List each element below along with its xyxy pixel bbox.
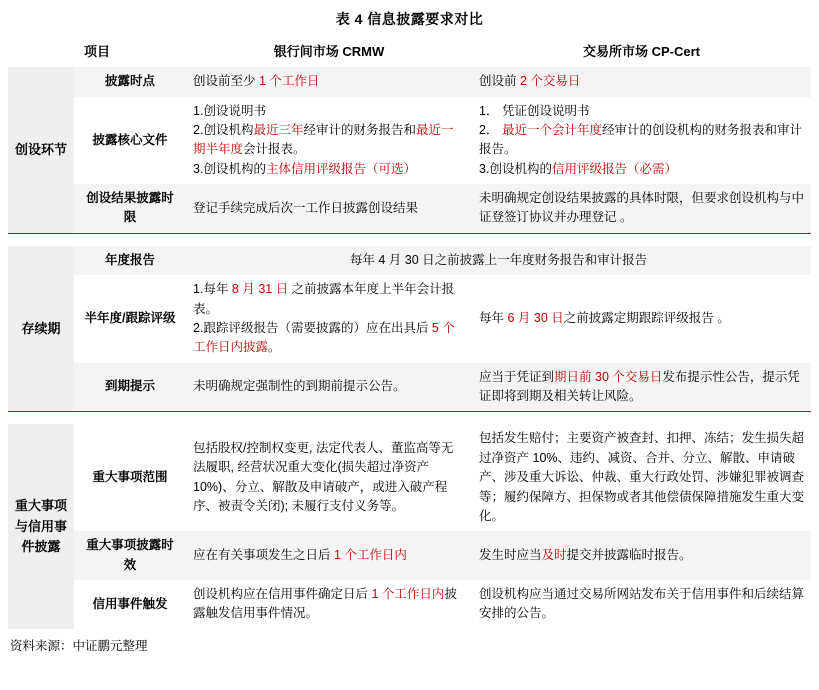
text: 发生时应当 <box>479 547 542 562</box>
text-highlight: 及时 <box>541 547 567 562</box>
text-highlight: 主体信用评级报告（可选） <box>265 161 416 176</box>
text: 创设机构应在信用事件确定日后 <box>193 587 372 602</box>
source-note: 资料来源：中证鹏元整理 <box>10 638 148 653</box>
text-line <box>193 280 465 319</box>
cell-cpcert-core-docs <box>472 97 811 185</box>
text: 创设前至少 <box>193 74 259 89</box>
text: 会计报表。 <box>243 142 306 157</box>
text: 2． <box>479 122 502 137</box>
row-label-result-deadline: 创设结果披露时限 <box>74 184 186 233</box>
cell-crmw-core-docs <box>186 97 472 185</box>
text: 3.创设机构的 <box>479 161 552 176</box>
table-row <box>8 184 811 233</box>
text: 每年 <box>479 311 508 326</box>
table-header-row <box>8 37 811 67</box>
text-line <box>479 160 804 179</box>
table-row <box>8 531 811 580</box>
cell-crmw-maturity-notice: 未明确规定强制性的到期前提示公告。 <box>186 363 472 412</box>
text-line <box>479 102 804 121</box>
row-label-core-docs: 披露核心文件 <box>92 132 168 147</box>
header-col-crmw: 银行间市场 CRMW <box>273 44 385 59</box>
table-row <box>8 246 811 275</box>
text-line <box>193 160 465 179</box>
text-highlight: 最近三年 <box>253 122 304 137</box>
row-label-semiannual-rating: 半年度/跟踪评级 <box>84 311 176 326</box>
cell-crmw-major-timing <box>186 531 472 580</box>
row-label-credit-event: 信用事件触发 <box>92 596 168 611</box>
text: 经审计的财务报告和 <box>303 122 416 137</box>
table-row <box>8 97 811 185</box>
table-row <box>8 424 811 531</box>
comparison-table <box>8 37 811 629</box>
table-row <box>8 67 811 96</box>
section-divider <box>8 412 811 425</box>
section-label-major-events: 重大事项与信用事件披露 <box>8 424 74 628</box>
cell-cpcert-major-scope: 包括发生赔付；主要资产被查封、扣押、冻结；发生损失超过净资产 10%、违约、减资、合并、分立、解散、申请破产、涉及重大诉讼、仲裁、重大行政处罚、涉嫌犯罪被调查等；履约保障方、担保物或者其他偿债保障措施发生重大变化。 <box>479 431 805 523</box>
text: 发布提示性公告，提示凭证即将到期及相关转让风险。 <box>479 369 800 404</box>
section-divider <box>8 233 811 246</box>
text: 提交并披露临时报告。 <box>566 547 692 562</box>
table-row <box>8 363 811 412</box>
text-highlight: 8 月 31 日 <box>231 282 289 297</box>
text-highlight: 最近一期半年度 <box>193 122 454 157</box>
section-label-creation: 创设环节 <box>8 67 74 233</box>
text: 应在有关事项发生之日后 <box>193 547 334 562</box>
cell-crmw-semiannual-rating <box>186 275 472 363</box>
text: 之前披露定期跟踪评级报告 。 <box>563 311 730 326</box>
row-label-annual-report: 年度报告 <box>74 246 186 275</box>
text: 1． 凭证创设说明书 <box>479 103 590 118</box>
row-label-maturity-notice: 到期提示 <box>74 363 186 412</box>
text: 。 <box>268 340 281 355</box>
header-col-item: 项目 <box>84 44 111 59</box>
row-label-major-timing: 重大事项披露时效 <box>74 531 186 580</box>
text: 披露触发信用事件情况。 <box>193 587 457 621</box>
header-col-cpcert: 交易所市场 CP-Cert <box>583 44 701 59</box>
text-highlight: 2 个交易日 <box>520 74 581 89</box>
text: 创设前 <box>479 74 520 89</box>
text-highlight: 1 个工作日内 <box>371 587 445 602</box>
cell-cpcert-disclosure-time <box>472 67 811 96</box>
cell-crmw-credit-event <box>186 580 472 629</box>
text-highlight: 信用评级报告（必需） <box>551 161 677 176</box>
cell-crmw-result-deadline: 登记手续完成后次一工作日披露创设结果 <box>186 184 472 233</box>
table-row <box>8 275 811 363</box>
row-label-major-scope: 重大事项范围 <box>92 470 168 485</box>
text: 应当于凭证到 <box>479 369 555 384</box>
cell-cpcert-semiannual-rating <box>472 275 811 363</box>
text-line <box>193 121 465 160</box>
cell-crmw-disclosure-time <box>186 67 472 96</box>
cell-cpcert-maturity-notice <box>472 363 811 412</box>
text-highlight: 6 月 30 日 <box>507 311 564 326</box>
text-highlight: 5 个工作日内披露 <box>193 320 455 355</box>
table-row <box>8 580 811 629</box>
text: 2.跟踪评级报告（需要披露的）应在出具后 <box>193 320 432 335</box>
cell-both-annual-report: 每年 4 月 30 日之前披露上一年度财务报告和审计报告 <box>186 246 811 275</box>
text-line <box>193 102 465 121</box>
table-title: 表 4 信息披露要求对比 <box>335 11 484 27</box>
text: 2.创设机构 <box>193 122 254 137</box>
text-line <box>193 319 465 358</box>
text: 1.创设说明书 <box>193 103 266 118</box>
text-highlight: 1 个工作日 <box>259 74 320 89</box>
section-label-duration: 存续期 <box>8 246 74 412</box>
text: 3.创设机构的 <box>193 161 266 176</box>
text-highlight: 最近一个会计年度 <box>501 122 602 137</box>
text: 1.每年 <box>193 282 232 297</box>
text: 之前披露本年度上半年会计报表。 <box>193 282 455 316</box>
text-highlight: 1 个工作日内 <box>334 547 407 562</box>
cell-cpcert-credit-event: 创设机构应当通过交易所网站发布关于信用事件和后续结算安排的公告。 <box>479 587 805 621</box>
cell-cpcert-major-timing <box>472 531 811 580</box>
cell-cpcert-result-deadline: 未明确规定创设结果披露的具体时限，但要求创设机构与中证登签订协议并办理登记 。 <box>472 184 811 233</box>
text: 经审计的创设机构的财务报表和审计报告。 <box>479 122 802 157</box>
text-line <box>479 121 804 160</box>
cell-crmw-major-scope: 包括股权/控制权变更, 法定代表人、董监高等无法履职, 经营状况重大变化(损失超过净资产 10%)、分立、解散及申请破产，或进入破产程序、被责令关闭); 未履行支付义务等。 <box>193 441 454 514</box>
text-highlight: 期日前 30 个交易日 <box>554 369 663 384</box>
row-label-disclosure-time: 披露时点 <box>74 67 186 96</box>
